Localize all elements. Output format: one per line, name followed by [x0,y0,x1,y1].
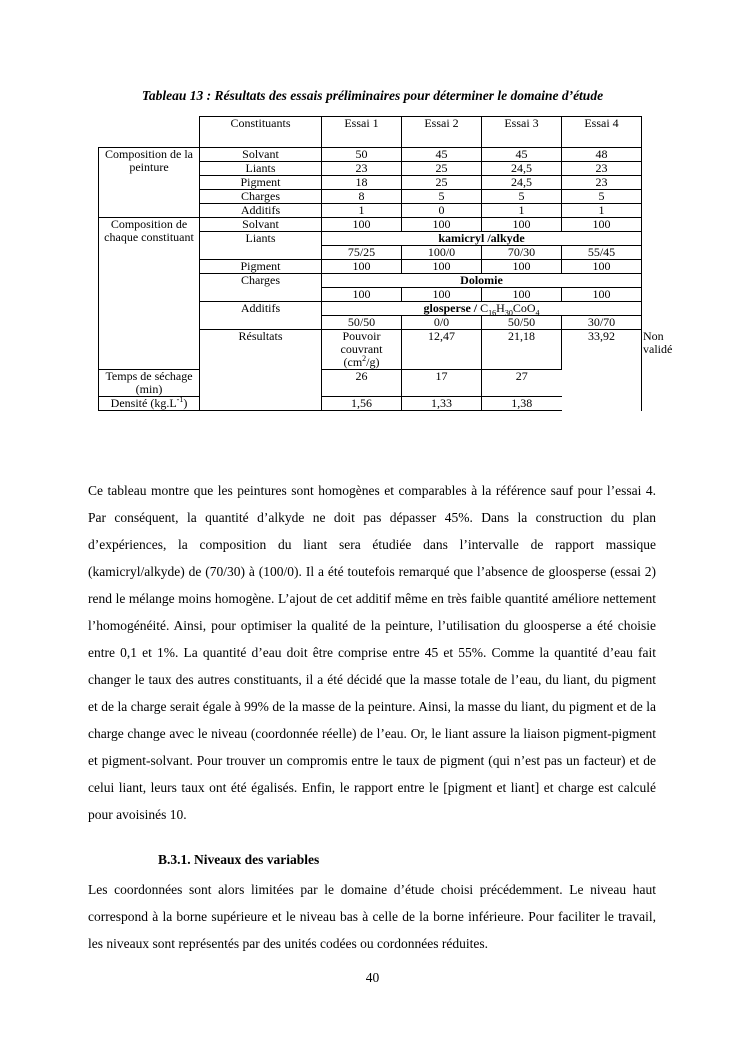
table-cell: 70/30 [482,246,562,260]
header-essai-4: Essai 4 [562,117,642,148]
formula-c: C [480,301,489,315]
table-cell: 100 [562,218,642,232]
constituant-name: Solvant [200,218,322,232]
constituant-name: Solvant [200,148,322,162]
table-cell: 100 [482,218,562,232]
table-cell: 23 [562,176,642,190]
table-cell: 100 [482,260,562,274]
constituant-name: Additifs [200,302,322,330]
table-cell: 25 [402,176,482,190]
table-row [99,148,642,162]
temps-name: Temps de séchage [105,369,193,383]
densite-name: Densité (kg.L [110,396,177,410]
constituant-name: Liants [200,162,322,176]
table-cell: 24,5 [482,176,562,190]
additifs-span-label [322,302,642,316]
table-row: Résultats Pouvoir couvrant $(cm^2/g)$ 12,47 21,18 33,92 Non validé [99,330,642,370]
table-cell: 25 [402,162,482,176]
table-cell: 1,33 [402,397,482,411]
constituant-name [322,330,402,370]
table-cell: 50/50 [322,316,402,330]
table-cell: 8 [322,190,402,204]
table-cell: 23 [322,162,402,176]
group-label-composition-constituant: Composition de chaque constituant [99,218,200,370]
table-header-row [99,117,642,148]
table-cell: 1,56 [322,397,402,411]
table-cell: 5 [562,190,642,204]
table-cell: 100/0 [402,246,482,260]
table-cell: 48 [562,148,642,162]
table-cell: 50 [322,148,402,162]
pouvoir-unit-open: (cm [343,355,363,369]
pouvoir-name: Pouvoir couvrant [340,329,383,356]
constituant-name: Charges [200,274,322,302]
body-paragraph-2: Les coordonnées sont alors limitées par le domaine d’étude choisi précédemment. Le niveau haut correspond à la borne supérieure et le niveau bas à celle de la borne inférieure. Pour faciliter le travail, les niveaux sont représentés par des unités codées ou cordonnées réduites. [88,882,656,951]
table-cell: 0 [402,204,482,218]
table-row [99,397,642,411]
constituant-name: Pigment [200,260,322,274]
table-caption: Tableau 13 : Résultats des essais préliminaires pour déterminer le domaine d’étude [141,88,604,103]
table-cell: 45 [402,148,482,162]
header-essai-3: Essai 3 [482,117,562,148]
charges-span-label: Dolomie [322,274,642,288]
table-cell: 100 [482,288,562,302]
pouvoir-unit-sup: 2 [362,354,367,363]
constituant-name: Charges [200,190,322,204]
table-cell: 45 [482,148,562,162]
table-cell: 1 [562,204,642,218]
group-label-resultats: Résultats [200,330,322,411]
table-cell: 100 [322,260,402,274]
constituant-name [99,370,200,397]
table-cell: 24,5 [482,162,562,176]
group-label-composition-peinture: Composition de la peinture [99,148,200,218]
constituant-name: Pigment [200,176,322,190]
densite-unit-sup: -1 [176,395,184,404]
densite-unit-close: ) [183,396,188,410]
table-cell: 100 [322,288,402,302]
table-cell: 17 [402,370,482,397]
table-cell: 33,92 [562,330,642,370]
liants-span-label: kamicryl /alkyde [322,232,642,246]
table-row [99,218,642,232]
table-cell: 55/45 [562,246,642,260]
table-row [99,370,642,397]
additifs-formula [480,301,540,318]
header-essai-2: Essai 2 [402,117,482,148]
constituant-name: Liants [200,232,322,260]
table-cell: 18 [322,176,402,190]
formula-c-sub: 16 [488,308,497,318]
results-table [98,116,673,411]
section-title: B.3.1. Niveaux des variables [158,852,320,867]
header-essai-1: Essai 1 [322,117,402,148]
formula-rest: CoO [512,301,536,315]
constituant-name: Additifs [200,204,322,218]
formula-h: H [496,301,505,315]
table-cell: 100 [402,288,482,302]
table-cell: 100 [402,260,482,274]
table-cell: 100 [562,260,642,274]
table-cell: 100 [562,288,642,302]
page-number: 40 [365,970,380,985]
table-cell: 5 [402,190,482,204]
table-cell: 0/0 [402,316,482,330]
table-cell: 1 [482,204,562,218]
table-cell: 5 [482,190,562,204]
table-cell: 12,47 [402,330,482,370]
table-cell: 27 [482,370,562,397]
temps-unit: (min) [135,382,163,396]
body-paragraph-1: Ce tableau montre que les peintures sont homogènes et comparables à la référence sauf pour l’essai 4. Par conséquent, la quantité d’alkyde ne doit pas dépasser 45%. Dans la construction du plan d’expériences, la composition du liant sera étudiée dans l’intervalle de rapport massique (kamicryl/alkyde) de (70/30) à (100/0). Il a été toutefois remarqué que l’absence de gloosperse (essai 2) rend le mélange moins homogène. L’ajout de cet additif même en très faible quantité améliore nettement l’homogénéité. Ainsi, pour optimiser la qualité de la peinture, l’utilisation du gloosperse a été choisie entre 0,1 et 1%. La quantité d’eau doit être comprise entre 45 et 55%. Comme la quantité d’eau fait changer le taux des autres constituants, il a été décidé que la masse totale de l’eau, du liant, du pigment et de la charge serait égale à 99% de la masse de la peinture. Ainsi, la masse du liant, du pigment et de la charge change avec le niveau (coordonnée réelle) de l’eau. Or, le liant assure la liaison pigment-pigment et pigment-solvant. Pour trouver un compromis entre le taux de pigment (qui n’est pas un facteur) et de celui liant, leurs taux ont été égalisés. Enfin, le rapport entre le [pigment et liant] et charge est calculé pour avoisinés 10. [88,483,656,822]
table-cell: 23 [562,162,642,176]
table-cell: 100 [402,218,482,232]
formula-o-sub: 4 [535,308,540,318]
table-cell: 30/70 [562,316,642,330]
table-cell: 1,38 [482,397,562,411]
formula-h-sub: 30 [504,308,513,318]
constituant-name [99,397,200,411]
table-cell: 75/25 [322,246,402,260]
additifs-span-bold: glosperse / [423,301,478,315]
table-cell: 26 [322,370,402,397]
pouvoir-unit-close: /g) [366,355,380,369]
table-cell: 50/50 [482,316,562,330]
table-cell: 100 [322,218,402,232]
header-constituants: Constituants [200,117,322,148]
table-cell: 21,18 [482,330,562,370]
table-cell: 1 [322,204,402,218]
